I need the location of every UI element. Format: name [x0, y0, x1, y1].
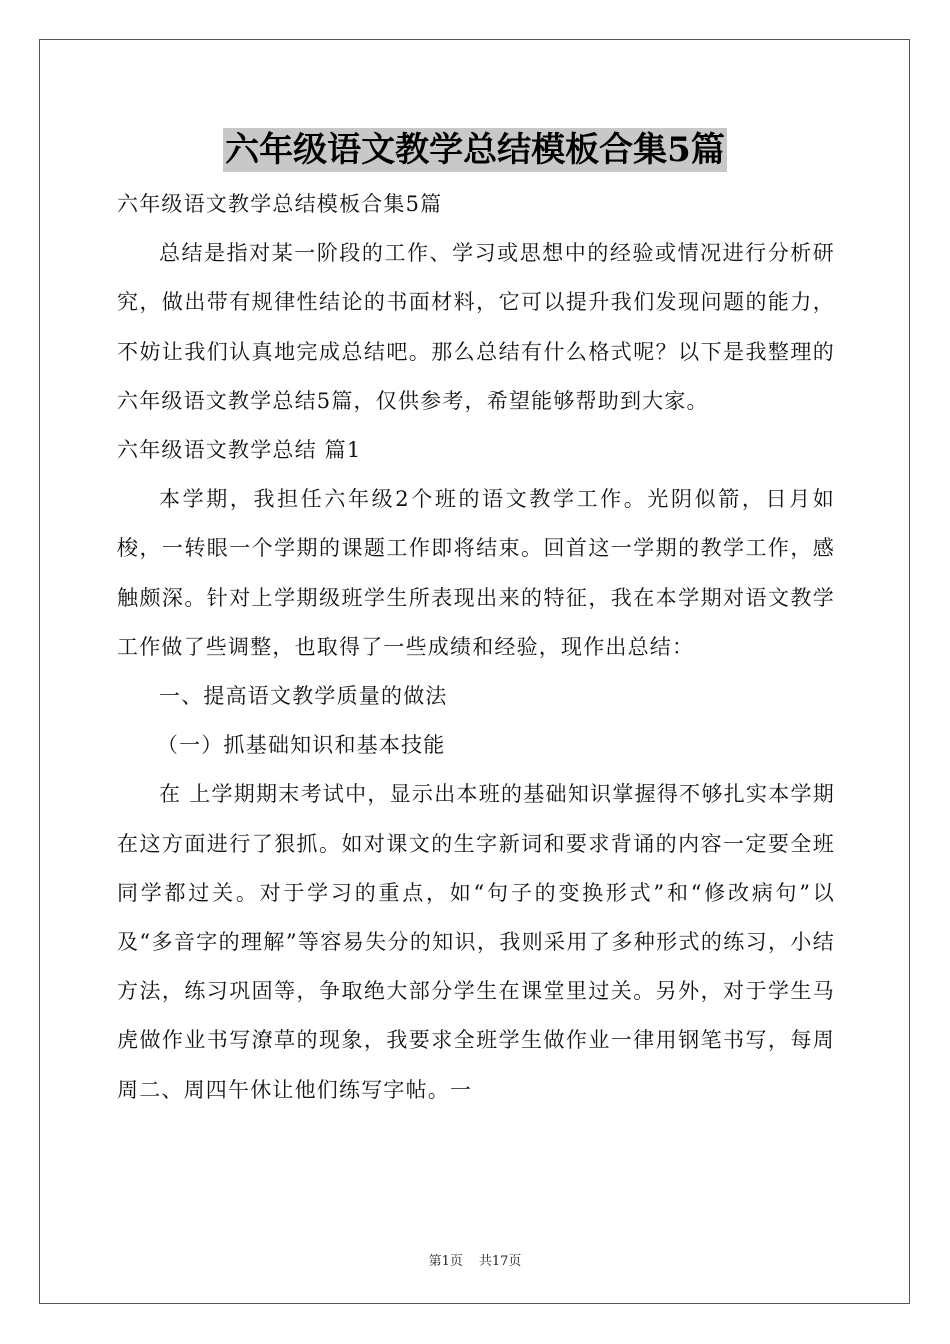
heading-level-1: 一、提高语文教学质量的做法 [159, 684, 448, 709]
title-container [0, 128, 950, 172]
page-number: 第1页 [428, 1254, 463, 1269]
page-footer [0, 1250, 950, 1269]
document-title: 六年级语文教学总结模板合集5篇 [225, 130, 725, 170]
document-subtitle: 六年级语文教学总结模板合集5篇 [117, 192, 443, 216]
heading-level-2: （一）抓基础知识和基本技能 [156, 733, 446, 758]
intro-paragraph: 总结是指对某一阶段的工作、学习或思想中的经验或情况进行分析研究，做出带有规律性结论的书面材料，它可以提升我们发现问题的能力，不妨让我们认真地完成总结吧。那么总结有什么格式呢？以下是我整理的六年级语文教学总结5篇，仅供参考，希望能够帮助到大家。 [117, 241, 835, 413]
body-paragraph-1: 本学期，我担任六年级2个班的语文教学工作。光阴似箭，日月如梭，一转眼一个学期的课题工作即将结束。回首这一学期的教学工作，感触颇深。针对上学期级班学生所表现出来的特征，我在本学期对语文教学工作做了些调整，也取得了一些成绩和经验，现作出总结： [117, 487, 835, 659]
body-paragraph-2: 在 上学期期末考试中，显示出本班的基础知识掌握得不够扎实本学期在这方面进行了狠抓。如对课文的生字新词和要求背诵的内容一定要全班同学都过关。对于学习的重点，如“句子的变换形式”和“修改病句”以及“多音字的理解”等容易失分的知识，我则采用了多种形式的练习，小结方法，练习巩固等，争取绝大部分学生在课堂里过关。另外，对于学生马虎做作业书写潦草的现象，我要求全班学生做作业一律用钢笔书写，每周周二、周四午休让他们练写字帖。一 [117, 782, 835, 1102]
page-total: 共17页 [478, 1254, 522, 1269]
document-body [117, 180, 835, 1115]
section-heading: 六年级语文教学总结 篇1 [117, 438, 362, 463]
